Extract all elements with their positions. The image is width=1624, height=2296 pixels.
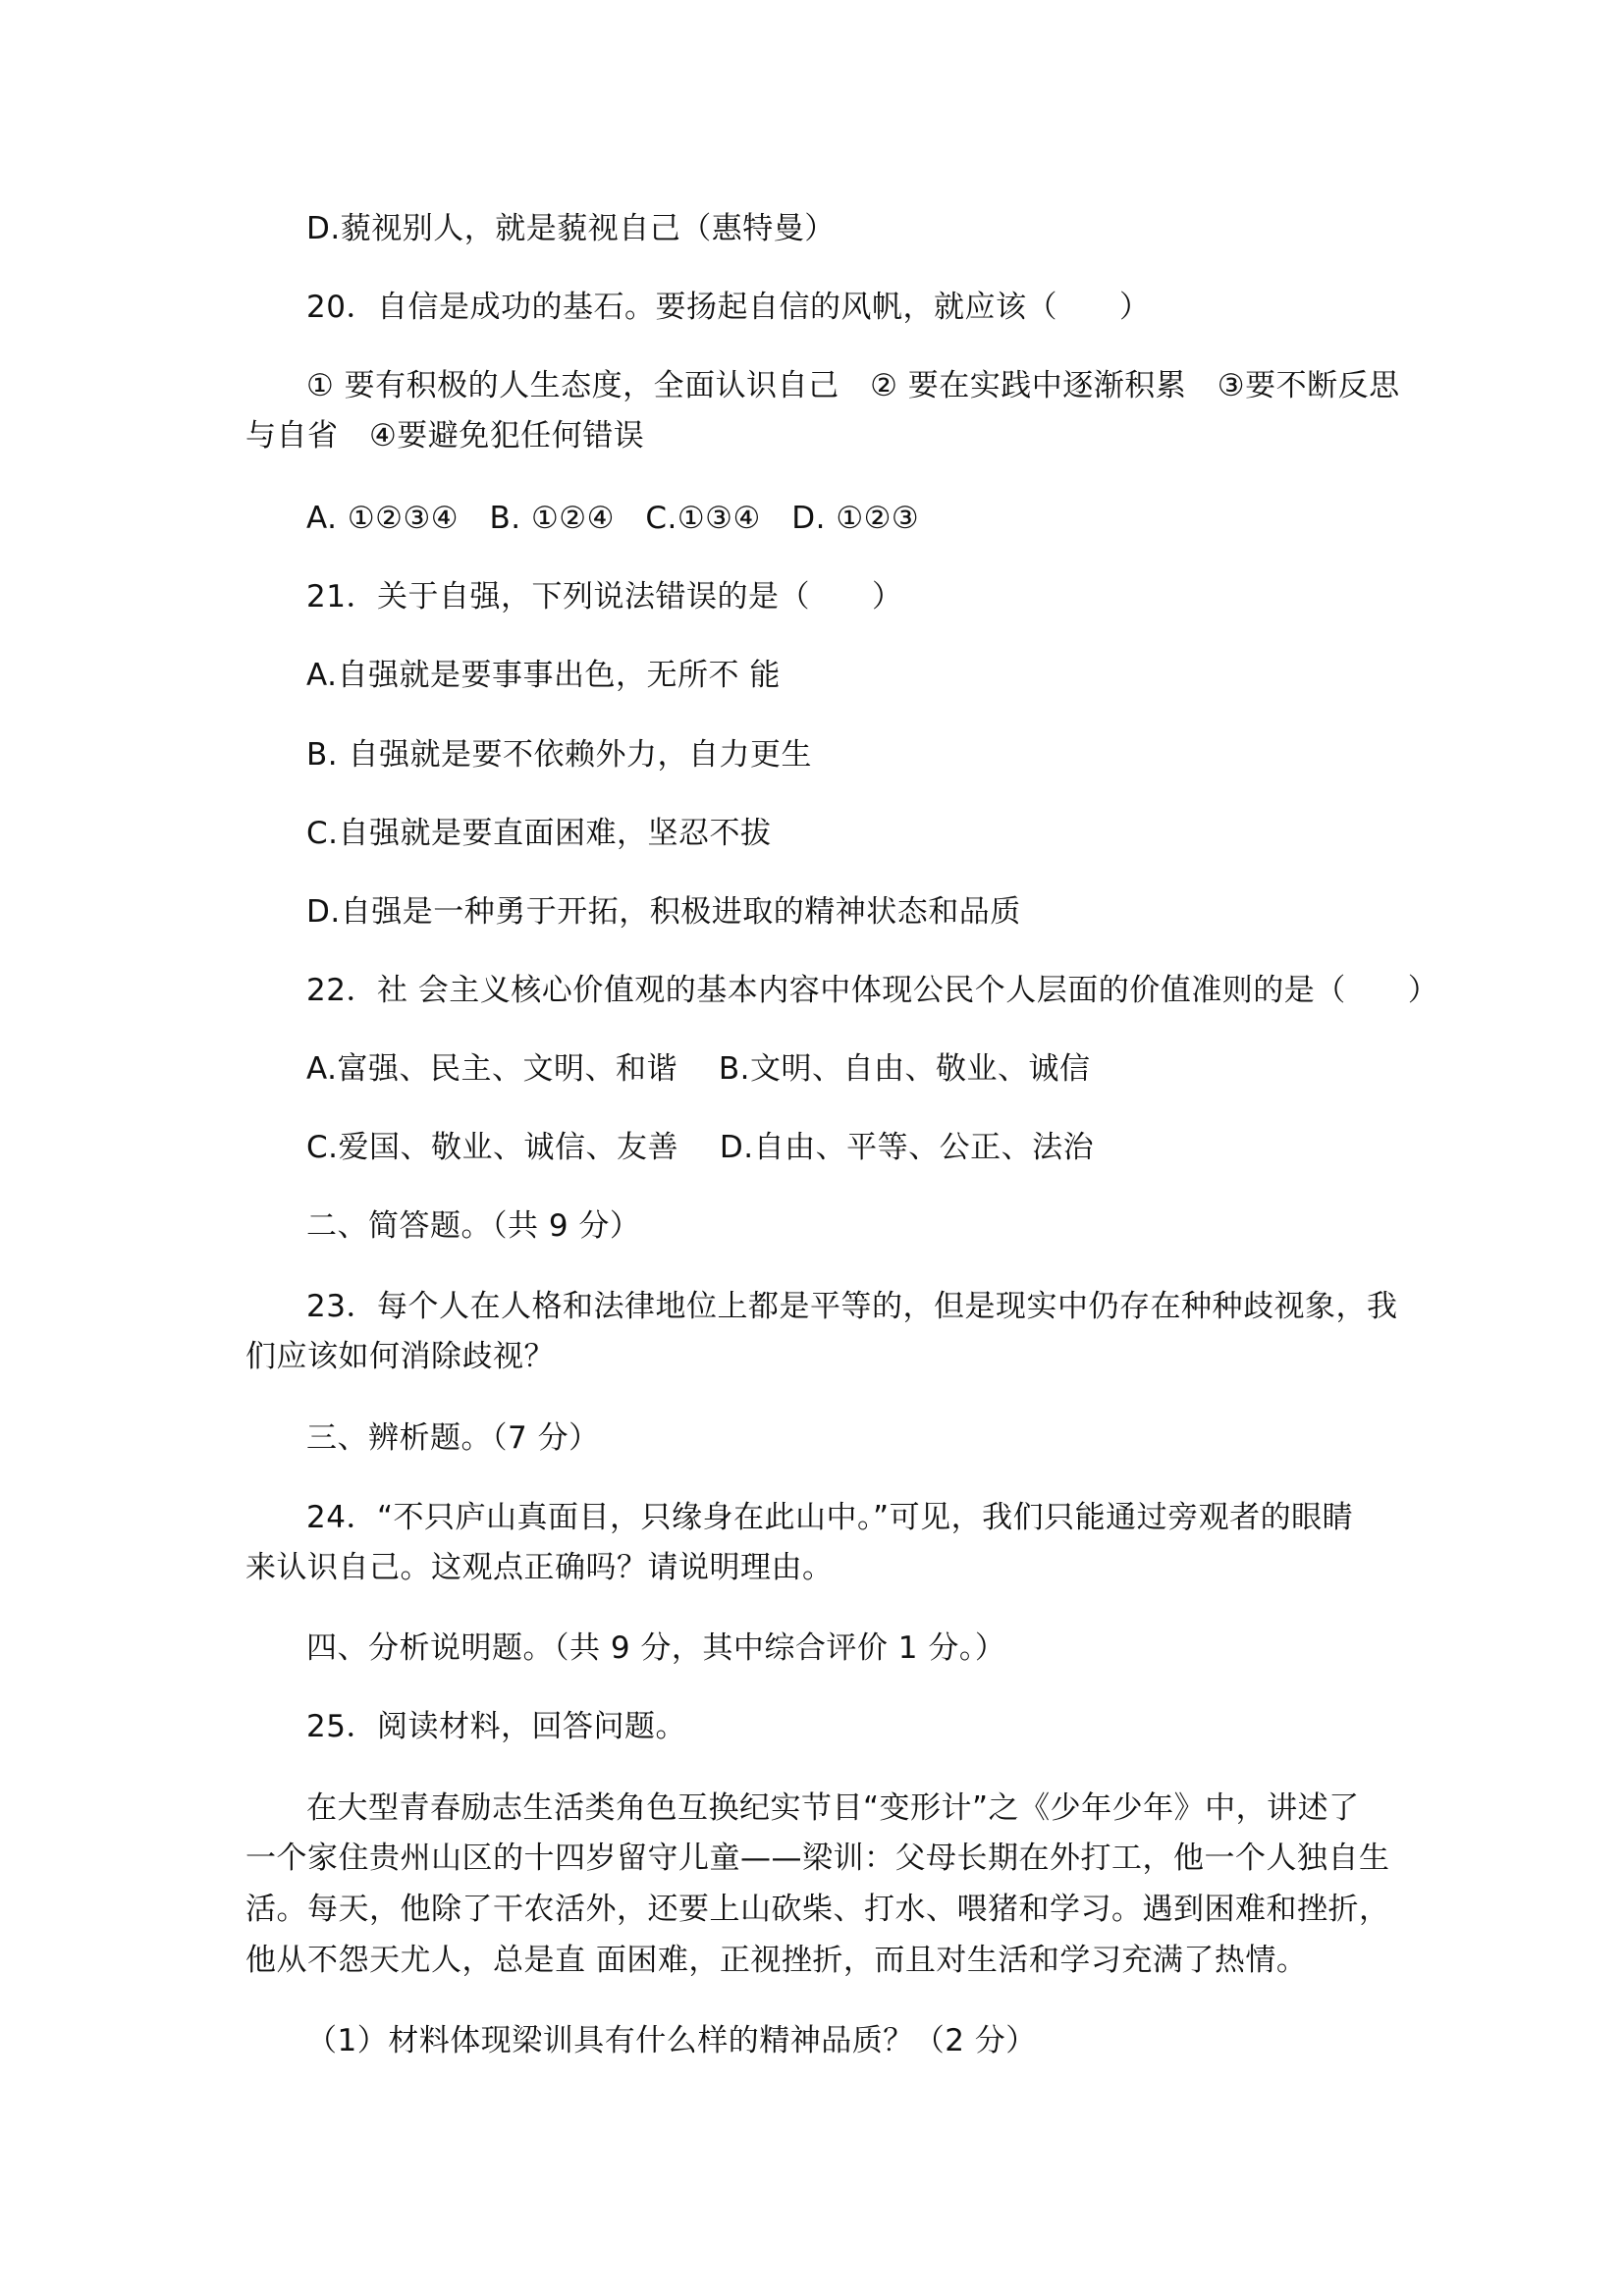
question-23-cont: 们应该如何消除歧视？ (245, 1339, 555, 1374)
material-paragraph-line-3: 活。每天，他除了干农活外，还要上山砍柴、打水、喂猪和学习。遇到困难和挫折， (245, 1892, 1390, 1927)
question-21: 21．关于自强，下列说法错误的是（ ） (306, 579, 903, 614)
option-21-b: B. 自强就是要不依赖外力，自力更生 (306, 737, 812, 773)
question-22-options-cd: C.爱国、敬业、诚信、友善 D.自由、平等、公正、法治 (306, 1130, 1095, 1165)
question-24-cont: 来认识自己。这观点正确吗？请说明理由。 (245, 1550, 834, 1585)
material-paragraph-line-4: 他从不怨天尤人，总是直 面困难，正视挫折，而且对生活和学习充满了热情。 (245, 1943, 1308, 1978)
question-23: 23．每个人在人格和法律地位上都是平等的，但是现实中仍存在种种歧视象，我 (306, 1289, 1398, 1324)
option-21-a: A.自强就是要事事出色，无所不 能 (306, 658, 781, 693)
question-20: 20．自信是成功的基石。要扬起自信的风帆，就应该（ ） (306, 290, 1151, 325)
question-20-statements-cont: 与自省 ④要避免犯任何错误 (245, 418, 645, 454)
option-19-d: D.藐视别人，就是藐视自己（惠特曼） (306, 211, 836, 246)
section-3-heading: 三、辨析题。（7 分） (306, 1420, 600, 1456)
question-20-statements: ① 要有积极的人生态度，全面认识自己 ② 要在实践中逐渐积累 ③要不断反思 (306, 368, 1400, 403)
question-25: 25．阅读材料，回答问题。 (306, 1709, 686, 1744)
option-21-c: C.自强就是要直面困难，坚忍不拔 (306, 816, 772, 851)
section-4-heading: 四、分析说明题。（共 9 分，其中综合评价 1 分。） (306, 1630, 1006, 1666)
option-21-d: D.自强是一种勇于开拓，积极进取的精神状态和品质 (306, 894, 1021, 930)
section-2-heading: 二、简答题。（共 9 分） (306, 1208, 641, 1244)
question-22: 22．社 会主义核心价值观的基本内容中体现公民个人层面的价值准则的是（ ） (306, 973, 1439, 1008)
material-paragraph-line-2: 一个家住贵州山区的十四岁留守儿童——梁训：父母长期在外打工，他一个人独自生 (245, 1841, 1390, 1876)
material-paragraph-line-1: 在大型青春励志生活类角色互换纪实节目“变形计”之《少年少年》中，讲述了 (306, 1790, 1360, 1826)
question-20-options: A. ①②③④ B. ①②④ C.①③④ D. ①②③ (306, 501, 920, 536)
question-24: 24．“不只庐山真面目，只缘身在此山中。”可见，我们只能通过旁观者的眼睛 (306, 1500, 1354, 1535)
question-22-options-ab: A.富强、民主、文明、和谐 B.文明、自由、敬业、诚信 (306, 1051, 1091, 1087)
question-25-sub-1: （1）材料体现梁训具有什么样的精神品质？（2 分） (306, 2023, 1037, 2058)
